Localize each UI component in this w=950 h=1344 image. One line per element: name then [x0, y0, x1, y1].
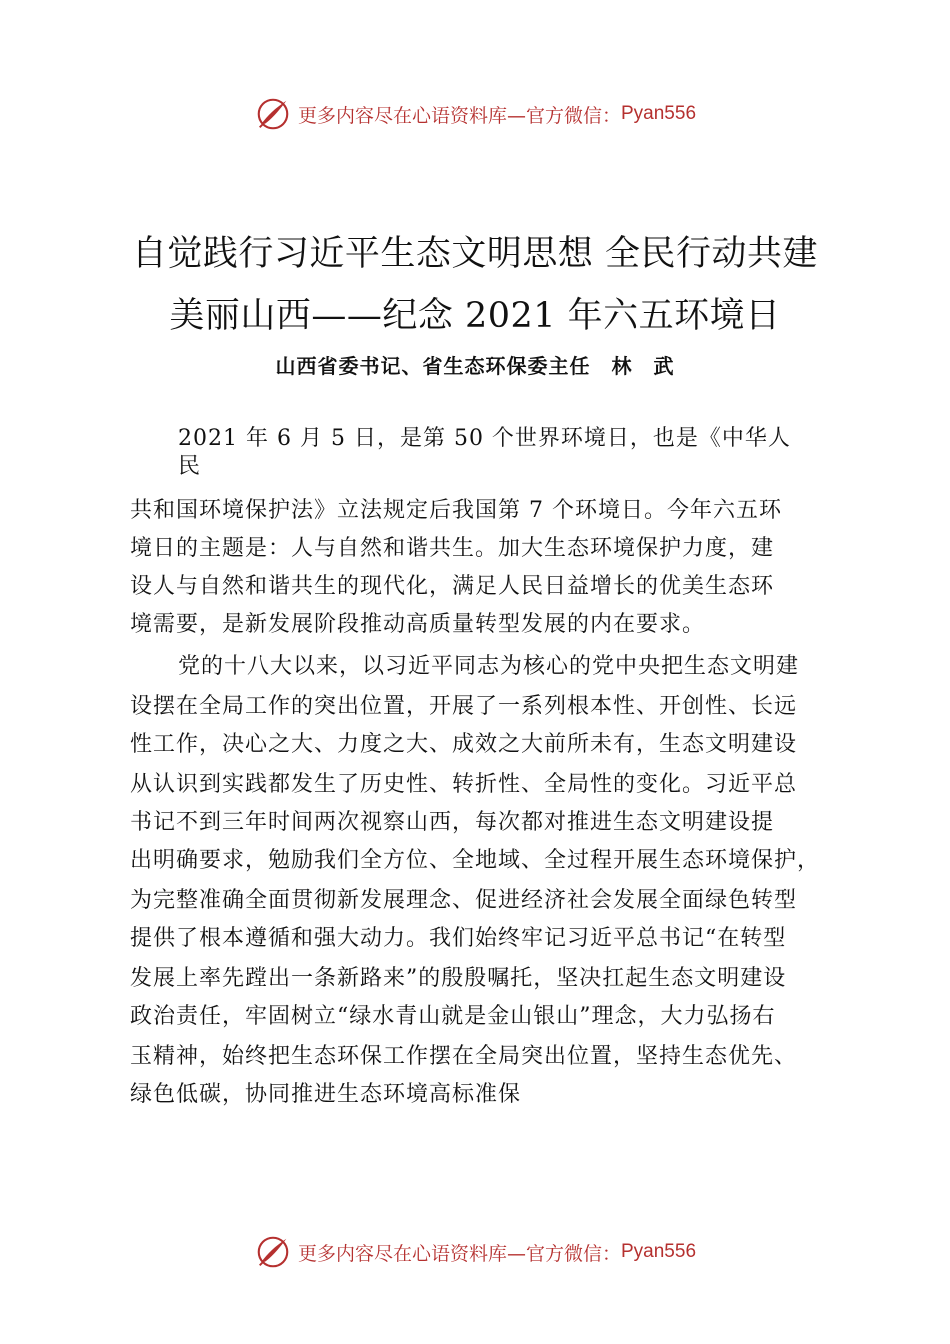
- body-line: 为完整准确全面贯彻新发展理念、促进经济社会发展全面绿色转型: [130, 888, 798, 913]
- banner-wechat-label: 官方微信：: [525, 104, 621, 127]
- banner-wechat-label: 官方微信：: [525, 1242, 621, 1265]
- body-line: 书记不到三年时间两次视察山西，每次都对推进生态文明建设提: [130, 810, 775, 835]
- body-line: 设人与自然和谐共生的现代化，满足人民日益增长的优美生态环: [130, 574, 775, 599]
- body-line: 境需要，是新发展阶段推动高质量转型发展的内在要求。: [130, 612, 706, 637]
- body-line: 发展上率先蹚出一条新路来”的殷殷嘱托，坚决扛起生态文明建设: [130, 966, 787, 991]
- body-line: 绿色低碳，协同推进生态环境高标准保: [130, 1082, 522, 1107]
- banner-wechat-handle: Pyan556: [621, 1241, 697, 1262]
- author-byline: 山西省委书记、省生态环保委主任 林 武: [275, 354, 675, 378]
- document-title-line-2: 美丽山西——纪念 2021 年六五环境日: [169, 296, 781, 336]
- body-line: 性工作，决心之大、力度之大、成效之大前所未有，生态文明建设: [130, 732, 798, 757]
- body-line: 提供了根本遵循和强大动力。我们始终牢记习近平总书记“在转型: [130, 926, 787, 951]
- body-line: 设摆在全局工作的突出位置，开展了一系列根本性、开创性、长远: [130, 694, 798, 719]
- body-line: 政治责任，牢固树立“绿水青山就是金山银山”理念，大力弘扬右: [130, 1004, 776, 1029]
- body-line: 从认识到实践都发生了历史性、转折性、全局性的变化。习近平总: [130, 772, 798, 797]
- body-line: 民: [178, 454, 202, 479]
- body-line: 出明确要求，勉励我们全方位、全地域、全过程开展生态环境保护，: [130, 848, 821, 873]
- banner-library-text: 更多内容尽在心语资料库—: [297, 104, 526, 127]
- banner-wechat-handle: Pyan556: [621, 103, 697, 124]
- body-line: 党的十八大以来，以习近平同志为核心的党中央把生态文明建: [178, 654, 800, 679]
- quill-seal-icon: [254, 1233, 292, 1271]
- footer-banner: [0, 1232, 950, 1272]
- body-line: 共和国环境保护法》立法规定后我国第 7 个环境日。今年六五环: [130, 498, 782, 523]
- header-banner: [0, 94, 950, 134]
- document-title-line-1: 自觉践行习近平生态文明思想 全民行动共建: [131, 234, 819, 274]
- body-line: 境日的主题是：人与自然和谐共生。加大生态环境保护力度，建: [130, 536, 775, 561]
- banner-library-text: 更多内容尽在心语资料库—: [297, 1242, 526, 1265]
- body-line: 2021 年 6 月 5 日，是第 50 个世界环境日，也是《中华人: [178, 426, 791, 451]
- body-line: 玉精神，始终把生态环保工作摆在全局突出位置，坚持生态优先、: [130, 1044, 798, 1069]
- quill-seal-icon: [254, 95, 292, 133]
